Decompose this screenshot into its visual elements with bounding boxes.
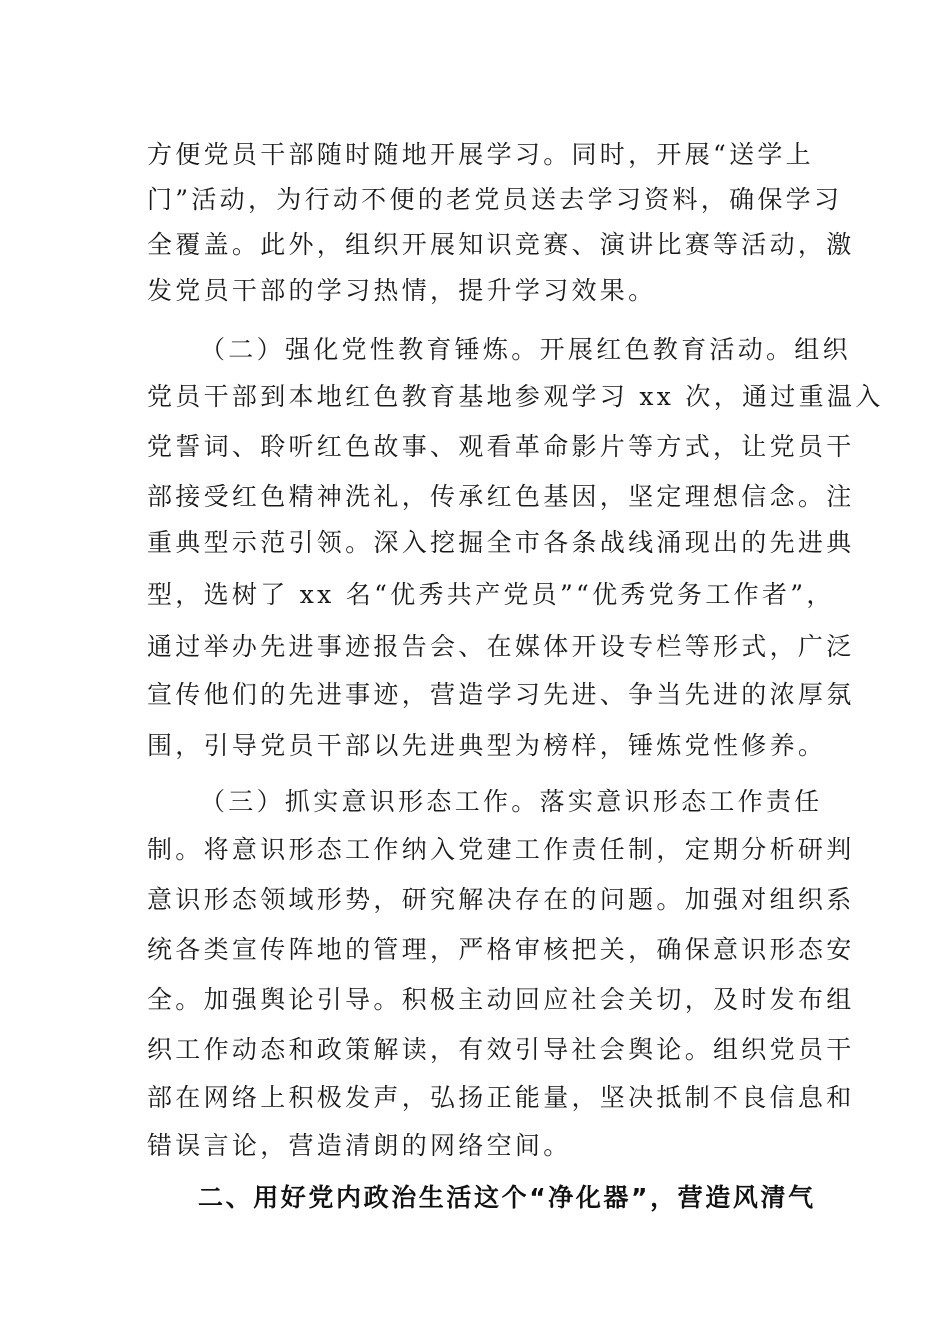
body-text-line: 门”活动，为行动不便的老党员送去学习资料，确保学习 (147, 185, 843, 214)
body-text-line: 宣传他们的先进事迹，营造学习先进、争当先进的浓厚氛 (147, 680, 855, 709)
body-text-line: 通过举办先进事迹报告会、在媒体开设专栏等形式，广泛 (147, 632, 855, 661)
body-text-line: 制。将意识形态工作纳入党建工作责任制，定期分析研判 (147, 835, 855, 864)
body-text-line: 党誓词、聆听红色故事、观看革命影片等方式，让党员干 (147, 432, 855, 461)
body-text-line: 党员干部到本地红色教育基地参观学习 xx 次，通过重温入 (147, 382, 884, 411)
section-heading: 二、用好党内政治生活这个“净化器”，营造风清气 (198, 1183, 816, 1212)
body-text-line: 织工作动态和政策解读，有效引导社会舆论。组织党员干 (147, 1035, 855, 1064)
body-text-line: 意识形态领域形势，研究解决存在的问题。加强对组织系 (147, 885, 855, 914)
section-paragraph-start: （三）抓实意识形态工作。落实意识形态工作责任 (200, 787, 823, 816)
body-text-line: 重典型示范引领。深入挖掘全市各条战线涌现出的先进典 (147, 528, 855, 557)
body-text-line: 部接受红色精神洗礼，传承红色基因，坚定理想信念。注 (147, 482, 855, 511)
body-text-line: 统各类宣传阵地的管理，严格审核把关，确保意识形态安 (147, 935, 855, 964)
body-text-line: 方便党员干部随时随地开展学习。同时，开展“送学上 (147, 140, 814, 169)
body-text-line: 部在网络上积极发声，弘扬正能量，坚决抵制不良信息和 (147, 1083, 855, 1112)
body-text-line: 发党员干部的学习热情，提升学习效果。 (147, 276, 657, 305)
body-text-line: 围，引导党员干部以先进典型为榜样，锤炼党性修养。 (147, 731, 827, 760)
body-text-line: 全覆盖。此外，组织开展知识竞赛、演讲比赛等活动，激 (147, 230, 855, 259)
body-text-line: 错误言论，营造清朗的网络空间。 (147, 1131, 572, 1160)
section-paragraph-start: （二）强化党性教育锤炼。开展红色教育活动。组织 (200, 335, 851, 364)
body-text-line: 型，选树了 xx 名“优秀共产党员”“优秀党务工作者”， (147, 580, 835, 609)
body-text-line: 全。加强舆论引导。积极主动回应社会关切，及时发布组 (147, 985, 855, 1014)
